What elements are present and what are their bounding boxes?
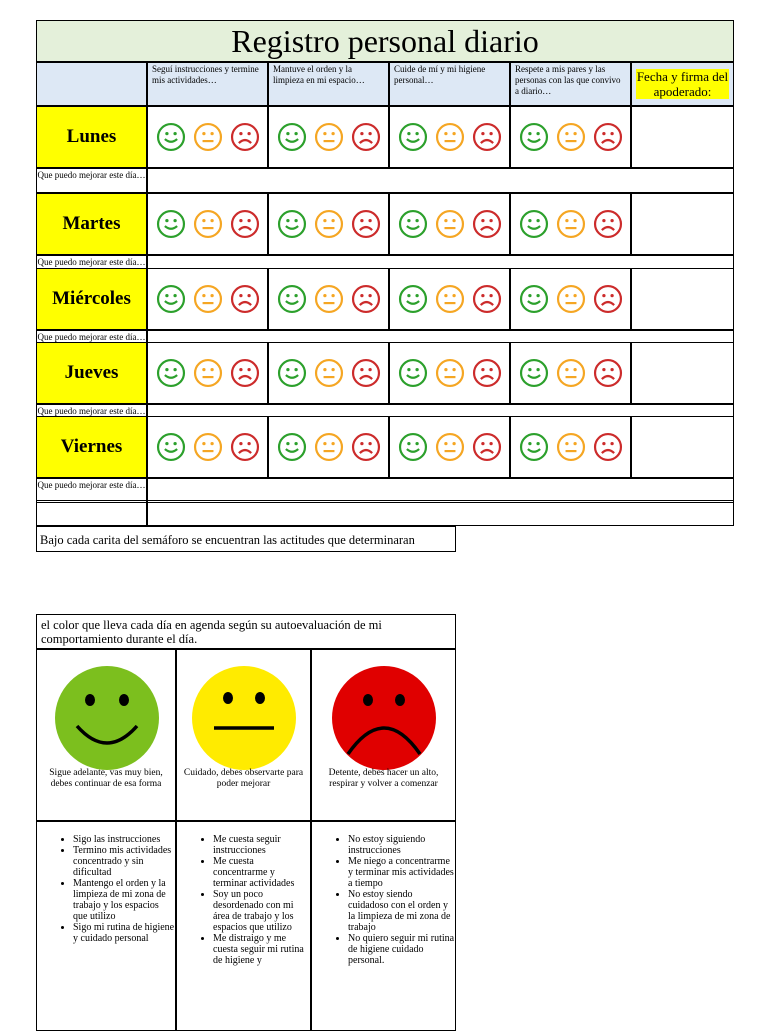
legend-green-caption: Sigue adelante, vas muy bien, debes continuar de esa forma: [49, 768, 163, 789]
green-happy-face-icon[interactable]: [277, 358, 307, 388]
orange-neutral-face-icon[interactable]: [556, 358, 586, 388]
orange-neutral-face-icon[interactable]: [435, 209, 465, 239]
green-happy-face-icon[interactable]: [156, 209, 186, 239]
orange-neutral-face-icon[interactable]: [193, 432, 223, 462]
list-item: • Sigo mi rutina de higiene y cuidado personal: [73, 922, 175, 944]
rating-cell: [510, 106, 631, 168]
improve-label: Que puedo mejorar este día…: [36, 478, 147, 503]
list-item: • Me cuesta seguir instrucciones: [213, 834, 310, 856]
signature-cell[interactable]: [631, 416, 734, 478]
red-sad-face-icon[interactable]: [472, 209, 502, 239]
rating-cell: [147, 342, 268, 404]
red-sad-face-icon[interactable]: [230, 209, 260, 239]
rating-cell: [147, 193, 268, 255]
day-label-1: Martes: [36, 193, 147, 255]
rating-cell: [147, 106, 268, 168]
caption: Bajo cada carita del semáforo se encuentran las actitudes que determinaran: [36, 526, 456, 552]
legend-yellow-caption: Cuidado, debes observarte para poder mejorar: [183, 768, 304, 789]
legend-intro: el color que lleva cada día en agenda según su autoevaluación de mi comportamiento durante el día.: [36, 614, 456, 649]
improve-label: Que puedo mejorar este día…: [36, 168, 147, 193]
green-happy-face-icon[interactable]: [277, 122, 307, 152]
orange-neutral-face-icon[interactable]: [314, 358, 344, 388]
signature-cell[interactable]: [631, 268, 734, 330]
red-sad-face-icon[interactable]: [230, 358, 260, 388]
red-sad-face-icon[interactable]: [230, 122, 260, 152]
list-item: • Termino mis actividades concentrado y sin dificultad: [73, 845, 175, 878]
green-happy-face-icon[interactable]: [519, 432, 549, 462]
header-signature: [631, 62, 734, 106]
orange-neutral-face-icon[interactable]: [556, 432, 586, 462]
yellow-neutral-face-icon: [190, 664, 298, 772]
red-sad-face-icon[interactable]: [351, 122, 381, 152]
red-sad-face-icon[interactable]: [593, 209, 623, 239]
orange-neutral-face-icon[interactable]: [435, 122, 465, 152]
header-instructions: Seguí instrucciones y termine mis actividades…: [147, 62, 268, 106]
signature-cell[interactable]: [631, 106, 734, 168]
list-item: • No estoy siguiendo instrucciones: [348, 834, 455, 856]
signature-label: Fecha y firma del apoderado:: [636, 69, 729, 99]
green-happy-face-icon[interactable]: [519, 122, 549, 152]
red-sad-face-icon[interactable]: [351, 209, 381, 239]
improve-input[interactable]: [147, 168, 734, 193]
list-item: • No quiero seguir mi rutina de higiene cuidado personal.: [348, 933, 455, 966]
signature-cell[interactable]: [631, 342, 734, 404]
rating-cell: [510, 193, 631, 255]
day-label-4: Viernes: [36, 416, 147, 478]
orange-neutral-face-icon[interactable]: [435, 432, 465, 462]
red-sad-face-icon[interactable]: [351, 284, 381, 314]
orange-neutral-face-icon[interactable]: [193, 358, 223, 388]
legend-red: [311, 649, 456, 821]
rating-cell: [389, 268, 510, 330]
rating-cell: [510, 268, 631, 330]
green-happy-face-icon[interactable]: [398, 209, 428, 239]
blank-row-left: [36, 500, 147, 526]
red-sad-face-icon: [330, 664, 438, 772]
red-sad-face-icon[interactable]: [593, 432, 623, 462]
green-happy-face-icon: [53, 664, 161, 772]
green-happy-face-icon[interactable]: [277, 284, 307, 314]
legend-yellow-list: [176, 821, 311, 1031]
green-happy-face-icon[interactable]: [398, 432, 428, 462]
header-respect: Respete a mis pares y las personas con las que convivo a diario…: [510, 62, 631, 106]
rating-cell: [389, 416, 510, 478]
list-item: • Soy un poco desordenado con mi área de trabajo y los espacios que utilizo: [213, 889, 310, 933]
red-sad-face-icon[interactable]: [351, 432, 381, 462]
green-happy-face-icon[interactable]: [519, 358, 549, 388]
orange-neutral-face-icon[interactable]: [193, 284, 223, 314]
legend-green-list: [36, 821, 176, 1031]
orange-neutral-face-icon[interactable]: [435, 284, 465, 314]
green-happy-face-icon[interactable]: [156, 122, 186, 152]
improve-label: Que puedo mejorar este día…: [36, 330, 147, 355]
rating-cell: [147, 268, 268, 330]
legend-yellow: [176, 649, 311, 821]
green-happy-face-icon[interactable]: [519, 284, 549, 314]
rating-cell: [389, 342, 510, 404]
orange-neutral-face-icon[interactable]: [435, 358, 465, 388]
rating-cell: [268, 106, 389, 168]
orange-neutral-face-icon[interactable]: [314, 432, 344, 462]
legend-red-list: [311, 821, 456, 1031]
list-item: • Sigo las instrucciones: [73, 834, 175, 845]
day-label-0: Lunes: [36, 106, 147, 168]
green-happy-face-icon[interactable]: [277, 432, 307, 462]
green-happy-face-icon[interactable]: [156, 358, 186, 388]
page-title: Registro personal diario: [36, 20, 734, 62]
orange-neutral-face-icon[interactable]: [314, 284, 344, 314]
header-order: Mantuve el orden y la limpieza en mi espacio…: [268, 62, 389, 106]
legend-green: [36, 649, 176, 821]
orange-neutral-face-icon[interactable]: [556, 284, 586, 314]
header-blank-cell: [36, 62, 147, 106]
list-item: • Mantengo el orden y la limpieza de mi zona de trabajo y los espacios que utilizo: [73, 878, 175, 922]
rating-cell: [389, 106, 510, 168]
rating-cell: [268, 342, 389, 404]
improve-label: Que puedo mejorar este día…: [36, 404, 147, 429]
list-item: • Me cuesta concentrarme y terminar actividades: [213, 856, 310, 889]
list-item: • No estoy siendo cuidadoso con el orden y la limpieza de mi zona de trabajo: [348, 889, 455, 933]
orange-neutral-face-icon[interactable]: [314, 209, 344, 239]
red-sad-face-icon[interactable]: [472, 432, 502, 462]
red-sad-face-icon[interactable]: [472, 284, 502, 314]
rating-cell: [510, 416, 631, 478]
red-sad-face-icon[interactable]: [351, 358, 381, 388]
red-sad-face-icon[interactable]: [593, 358, 623, 388]
green-happy-face-icon[interactable]: [156, 432, 186, 462]
list-item: • Me distraigo y me cuesta seguir mi rutina de higiene y: [213, 933, 310, 966]
green-happy-face-icon[interactable]: [398, 122, 428, 152]
rating-cell: [268, 416, 389, 478]
red-sad-face-icon[interactable]: [230, 284, 260, 314]
signature-cell[interactable]: [631, 193, 734, 255]
legend-red-caption: Detente, debes hacer un alto, respirar y volver a comenzar: [328, 768, 439, 789]
rating-cell: [510, 342, 631, 404]
orange-neutral-face-icon[interactable]: [193, 122, 223, 152]
improve-label: Que puedo mejorar este día…: [36, 255, 147, 280]
red-sad-face-icon[interactable]: [472, 358, 502, 388]
red-sad-face-icon[interactable]: [230, 432, 260, 462]
day-label-3: Jueves: [36, 342, 147, 404]
orange-neutral-face-icon[interactable]: [314, 122, 344, 152]
blank-row-right: [147, 500, 734, 526]
rating-cell: [389, 193, 510, 255]
orange-neutral-face-icon[interactable]: [556, 122, 586, 152]
day-label-2: Miércoles: [36, 268, 147, 330]
rating-cell: [268, 193, 389, 255]
green-happy-face-icon[interactable]: [277, 209, 307, 239]
header-hygiene: Cuide de mí y mi higiene personal…: [389, 62, 510, 106]
green-happy-face-icon[interactable]: [398, 284, 428, 314]
orange-neutral-face-icon[interactable]: [193, 209, 223, 239]
green-happy-face-icon[interactable]: [398, 358, 428, 388]
green-happy-face-icon[interactable]: [156, 284, 186, 314]
orange-neutral-face-icon[interactable]: [556, 209, 586, 239]
rating-cell: [268, 268, 389, 330]
list-item: • Me niego a concentrarme y terminar mis actividades a tiempo: [348, 856, 455, 889]
green-happy-face-icon[interactable]: [519, 209, 549, 239]
red-sad-face-icon[interactable]: [472, 122, 502, 152]
red-sad-face-icon[interactable]: [593, 284, 623, 314]
red-sad-face-icon[interactable]: [593, 122, 623, 152]
rating-cell: [147, 416, 268, 478]
